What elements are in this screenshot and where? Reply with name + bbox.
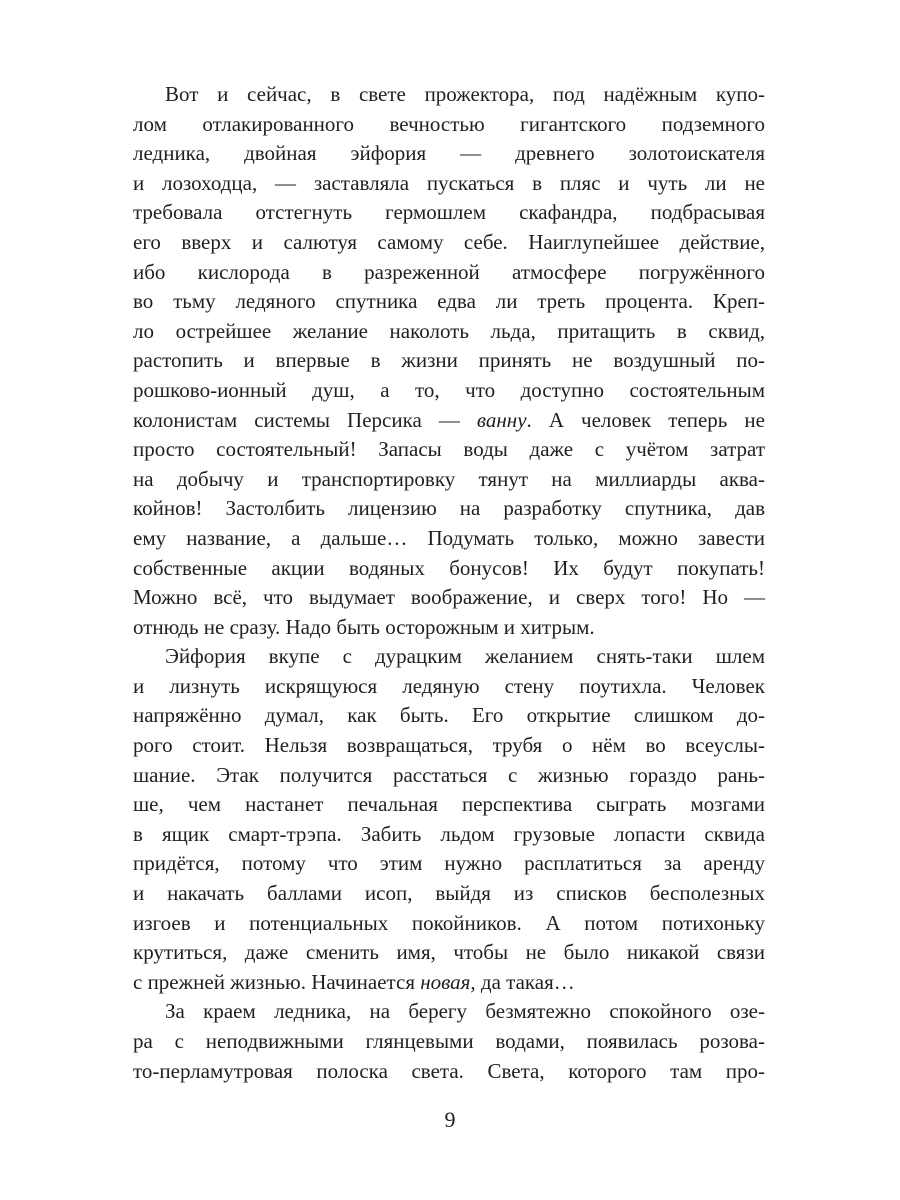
text-line: ло острейшее желание наколоть льда, притащить в сквид,: [133, 318, 765, 343]
text-line: ше, чем настанет печальная перспектива сыграть мозгами: [133, 792, 765, 817]
text-line: крутиться, даже сменить имя, чтобы не было никакой связи: [133, 940, 765, 965]
paragraph: [133, 80, 765, 642]
text-line: напряжённо думал, как быть. Его открытие слишком до-: [133, 703, 765, 728]
text-line: на добычу и транспортировку тянут на миллиарды аква-: [133, 466, 765, 491]
text-line: Вот и сейчас, в свете прожектора, под надёжным купо-: [165, 82, 765, 106]
text-line: колонистам системы Персика — ванну. А человек теперь не: [133, 407, 765, 432]
text-line: За краем ледника, на берегу безмятежно спокойного озе-: [165, 999, 765, 1024]
text-line: шание. Этак получится расстаться с жизнью гораздо рань-: [133, 762, 765, 787]
text-line: требовала отстегнуть гермошлем скафандра, подбрасывая: [133, 200, 765, 225]
paragraph: [133, 997, 765, 1086]
text-line: во тьму ледяного спутника едва ли треть процента. Креп-: [133, 289, 765, 314]
text-line: и лозоходца, — заставляла пускаться в пляс и чуть ли не: [133, 170, 765, 195]
text-line: ему название, а дальше… Подумать только, можно завести: [133, 525, 765, 550]
text-line: и накачать баллами исоп, выйдя из списков бесполезных: [133, 881, 765, 906]
text-line: и лизнуть искрящуюся ледяную стену поутихла. Человек: [133, 673, 765, 698]
text-line: просто состоятельный! Запасы воды даже с учётом затрат: [133, 437, 765, 462]
text-line: рошково-ионный душ, а то, что доступно состоятельным: [133, 377, 765, 402]
text-line: его вверх и салютуя самому себе. Наиглупейшее действие,: [133, 229, 765, 254]
text-block: [133, 80, 765, 1086]
text-line: придётся, потому что этим нужно расплатиться за аренду: [133, 851, 765, 876]
text-line: растопить и впервые в жизни принять не воздушный по-: [133, 348, 765, 373]
text-line: Можно всё, что выдумает воображение, и сверх того! Но —: [133, 585, 765, 610]
text-line: ра с неподвижными глянцевыми водами, появилась розова-: [133, 1029, 765, 1053]
text-line: то-перламутровая полоска света. Света, которого там про-: [133, 1058, 765, 1083]
text-line: в ящик смарт-трэпа. Забить льдом грузовые лопасти сквида: [133, 821, 765, 846]
text-line: лом отлакированного вечностью гигантского подземного: [133, 111, 765, 136]
text-line: Эйфория вкупе с дурацким желанием снять-таки шлем: [165, 644, 765, 669]
text-line: койнов! Застолбить лицензию на разработку спутника, дав: [133, 496, 765, 521]
text-line: отнюдь не сразу. Надо быть осторожным и хитрым.: [133, 614, 595, 639]
text-line: рого стоит. Нельзя возвращаться, трубя о нём во всеуслы-: [133, 733, 765, 758]
text-line: ледника, двойная эйфория — древнего золотоискателя: [133, 141, 765, 166]
paragraph: [133, 642, 765, 997]
page-number: 9: [444, 1107, 456, 1132]
text-line: с прежней жизнью. Начинается новая, да такая…: [133, 969, 575, 994]
text-line: собственные акции водяных бонусов! Их будут покупать!: [133, 555, 765, 580]
text-line: ибо кислорода в разреженной атмосфере погружённого: [133, 259, 765, 284]
text-line: изгоев и потенциальных покойников. А потом потихоньку: [133, 910, 765, 935]
